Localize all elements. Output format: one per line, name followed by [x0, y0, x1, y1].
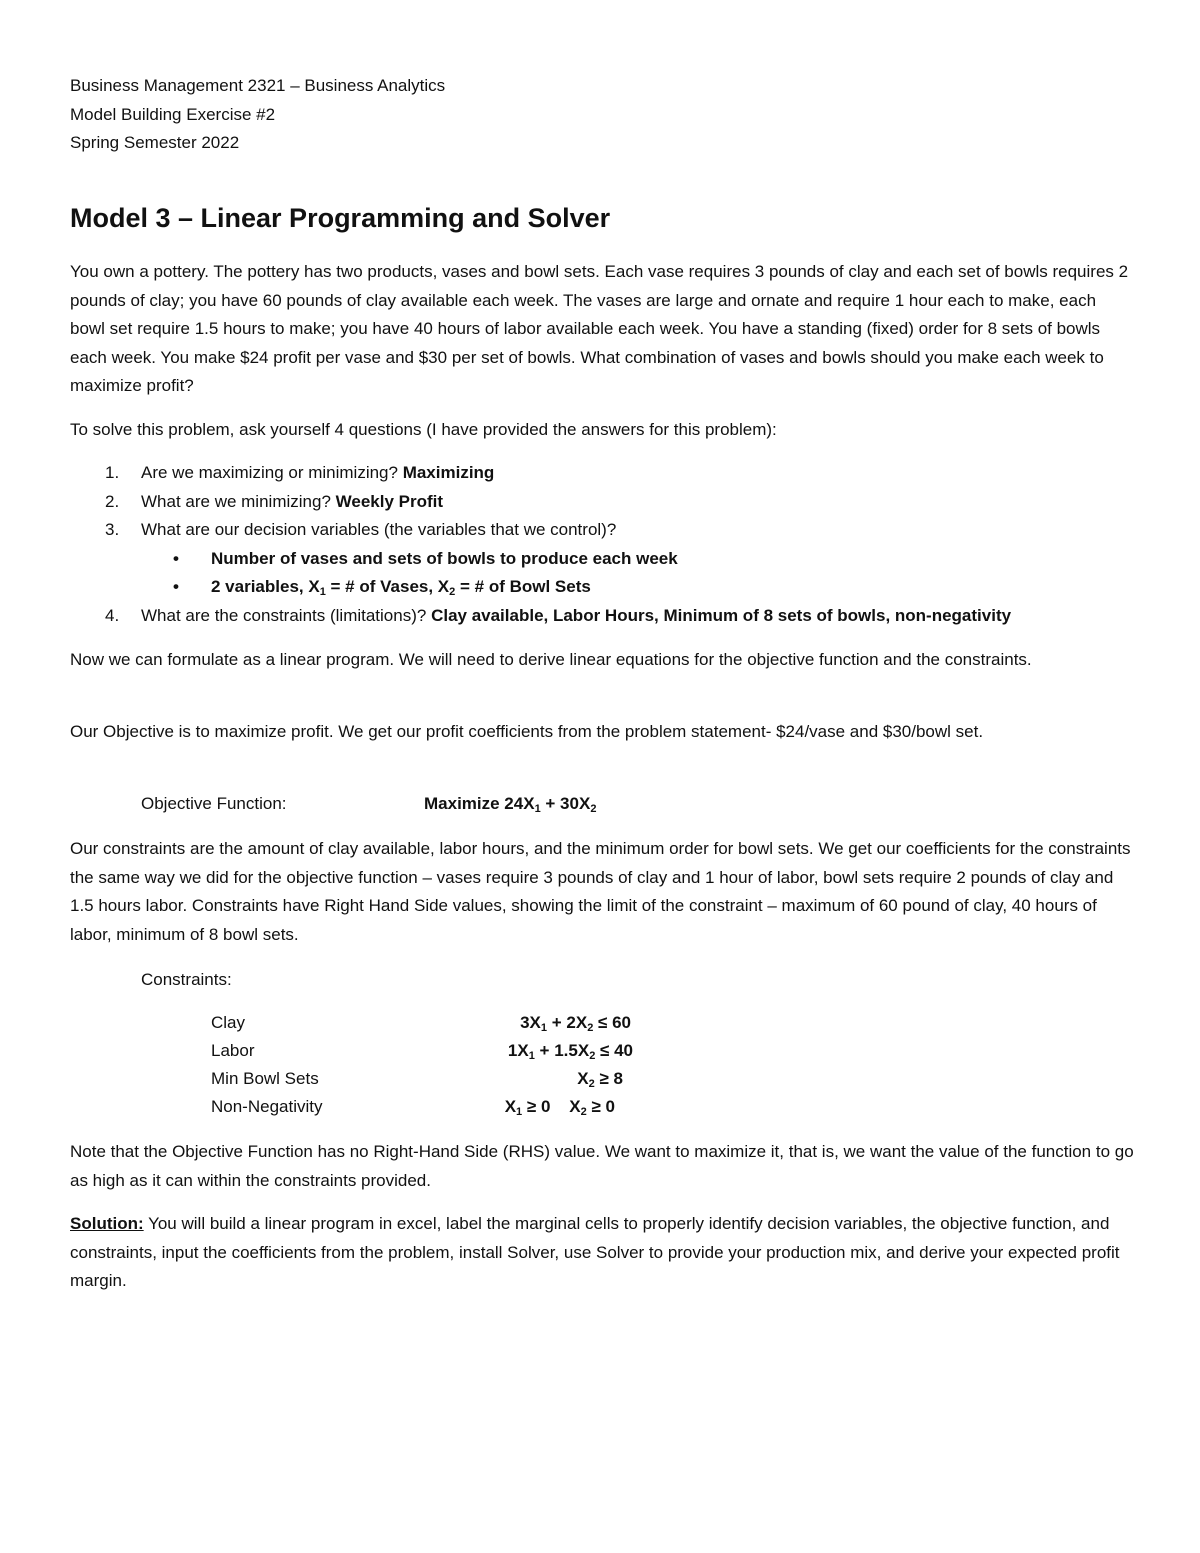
subscript: 2	[590, 803, 597, 815]
list-number: 3.	[105, 520, 120, 539]
expr-part: + 2X	[547, 1013, 588, 1032]
question-text: What are the constraints (limitations)?	[141, 605, 432, 625]
answer-text: Maximizing	[402, 463, 495, 482]
expr-part: ≥ 8	[594, 1069, 623, 1088]
bullet-icon: •	[173, 548, 179, 568]
expr-part: X	[504, 1097, 517, 1116]
objective-paragraph: Our Objective is to maximize profit. We get our profit coefficients from the problem statement- $24/vase and $30/bowl set.	[70, 722, 984, 741]
bullet-item	[70, 545, 1150, 574]
bullet-text: 2 variables, X	[211, 577, 320, 596]
semester-line: Spring Semester 2022	[70, 133, 240, 152]
subscript: 2	[587, 1022, 594, 1034]
subscript: 1	[528, 1050, 535, 1062]
exercise-line: Model Building Exercise #2	[70, 104, 276, 124]
list-number: 2.	[105, 491, 120, 511]
expr-part: ≥ 0 X	[522, 1097, 581, 1116]
equation-part: Maximize 24X	[424, 794, 535, 813]
expr-part: ≤ 60	[593, 1013, 631, 1032]
solve-intro: To solve this problem, ask yourself 4 questions (I have provided the answers for this problem):	[70, 420, 777, 439]
document-header	[70, 72, 1135, 158]
list-item	[70, 459, 1150, 488]
constraint-expression	[508, 1037, 633, 1066]
equation-part: + 30X	[540, 794, 591, 813]
constraint-label: Min Bowl Sets	[211, 1069, 319, 1088]
note-paragraph: Note that the Objective Function has no Right-Hand Side (RHS) value. We want to maximize it, that is, we want the value of the function to go as high as it can within the constraints provided.	[70, 1142, 1134, 1190]
constraint-row-labor	[211, 1037, 633, 1066]
expr-part: ≥ 0	[586, 1097, 615, 1116]
answer-text: Clay available, Labor Hours, Minimum of 8 sets of bowls, non-negativity	[431, 605, 1012, 625]
subscript: 1	[534, 803, 541, 815]
solution-label: Solution:	[70, 1214, 144, 1233]
question-text: What are our decision variables (the variables that we control)?	[141, 520, 617, 539]
constraint-row-clay	[211, 1009, 631, 1038]
question-text: Are we maximizing or minimizing?	[141, 463, 403, 482]
list-item	[70, 602, 1150, 631]
bullet-text: = # of Vases, X	[325, 577, 450, 596]
list-number: 4.	[105, 605, 120, 625]
expr-part: ≤ 40	[595, 1041, 633, 1060]
list-item	[70, 488, 1150, 517]
page-title: Model 3 – Linear Programming and Solver	[70, 203, 611, 233]
objective-function	[141, 790, 597, 819]
subscript: 1	[516, 1106, 523, 1118]
expr-part: + 1.5X	[534, 1041, 590, 1060]
subscript: 1	[319, 586, 326, 598]
solution-text: You will build a linear program in excel, label the marginal cells to properly identify decision variables, the objective function, and constraints, input the coefficients from the problem, install Solver, use Solver to provide your production mix, and derive your expected profit margin.	[70, 1214, 1120, 1290]
bullet-item	[70, 573, 1150, 602]
subscript: 1	[540, 1022, 548, 1034]
expr-part: X	[577, 1069, 589, 1088]
expr-part: 3X	[520, 1013, 541, 1032]
constraint-label: Non-Negativity	[211, 1097, 323, 1116]
bullet-icon: •	[173, 577, 179, 596]
list-number: 1.	[105, 463, 120, 482]
constraint-row-non-negativity	[211, 1093, 615, 1122]
constraints-title: Constraints:	[141, 970, 232, 989]
constraints-paragraph: Our constraints are the amount of clay available, labor hours, and the minimum order for bowl sets. We get our coefficients for the constraints the same way we did for the objective function – vases require 3 pounds of clay and 1 hour of labor, bowl sets require 2 pounds of clay and 1.5 hours labor. Constraints have Right Hand Side values, showing the limit of the constraint – maximum of 60 pound of clay, 40 hours of labor, minimum of 8 bowl sets.	[70, 839, 1131, 944]
constraint-expression	[520, 1009, 631, 1038]
bullet-text: Number of vases and sets of bowls to produce each week	[211, 548, 678, 568]
constraint-expression	[505, 1093, 615, 1122]
constraint-expression	[577, 1065, 623, 1094]
list-item	[70, 516, 1150, 545]
bullet-text: = # of Bowl Sets	[455, 577, 591, 596]
objective-label: Objective Function:	[141, 794, 287, 813]
expr-part: 1X	[507, 1041, 529, 1060]
question-list	[70, 459, 1150, 630]
subscript: 2	[588, 1078, 595, 1090]
formulate-paragraph: Now we can formulate as a linear program. We will need to derive linear equations for the objective function and the constraints.	[70, 650, 1032, 669]
course-line: Business Management 2321 – Business Analytics	[70, 76, 446, 95]
constraint-row-min-bowl-sets	[211, 1065, 623, 1094]
subscript: 2	[580, 1106, 587, 1118]
objective-equation	[424, 790, 596, 819]
solution-paragraph	[70, 1210, 1135, 1296]
subscript: 2	[449, 586, 456, 598]
constraint-label: Clay	[211, 1013, 246, 1032]
intro-paragraph: You own a pottery. The pottery has two products, vases and bowl sets. Each vase requires 3 pounds of clay and each set of bowls requires 2 pounds of clay; you have 60 pounds of clay available each week. The vases are large and ornate and require 1 hour each to make, each bowl set require 1.5 hours to make; you have 40 hours of labor available each week. You have a standing (fixed) order for 8 sets of bowls each week. You make $24 profit per vase and $30 per set of bowls. What combination of vases and bowls should you make each week to maximize profit?	[70, 262, 1129, 395]
question-text: What are we minimizing?	[141, 491, 336, 511]
subscript: 2	[589, 1050, 596, 1062]
answer-text: Weekly Profit	[335, 491, 444, 511]
constraint-label: Labor	[211, 1041, 255, 1060]
